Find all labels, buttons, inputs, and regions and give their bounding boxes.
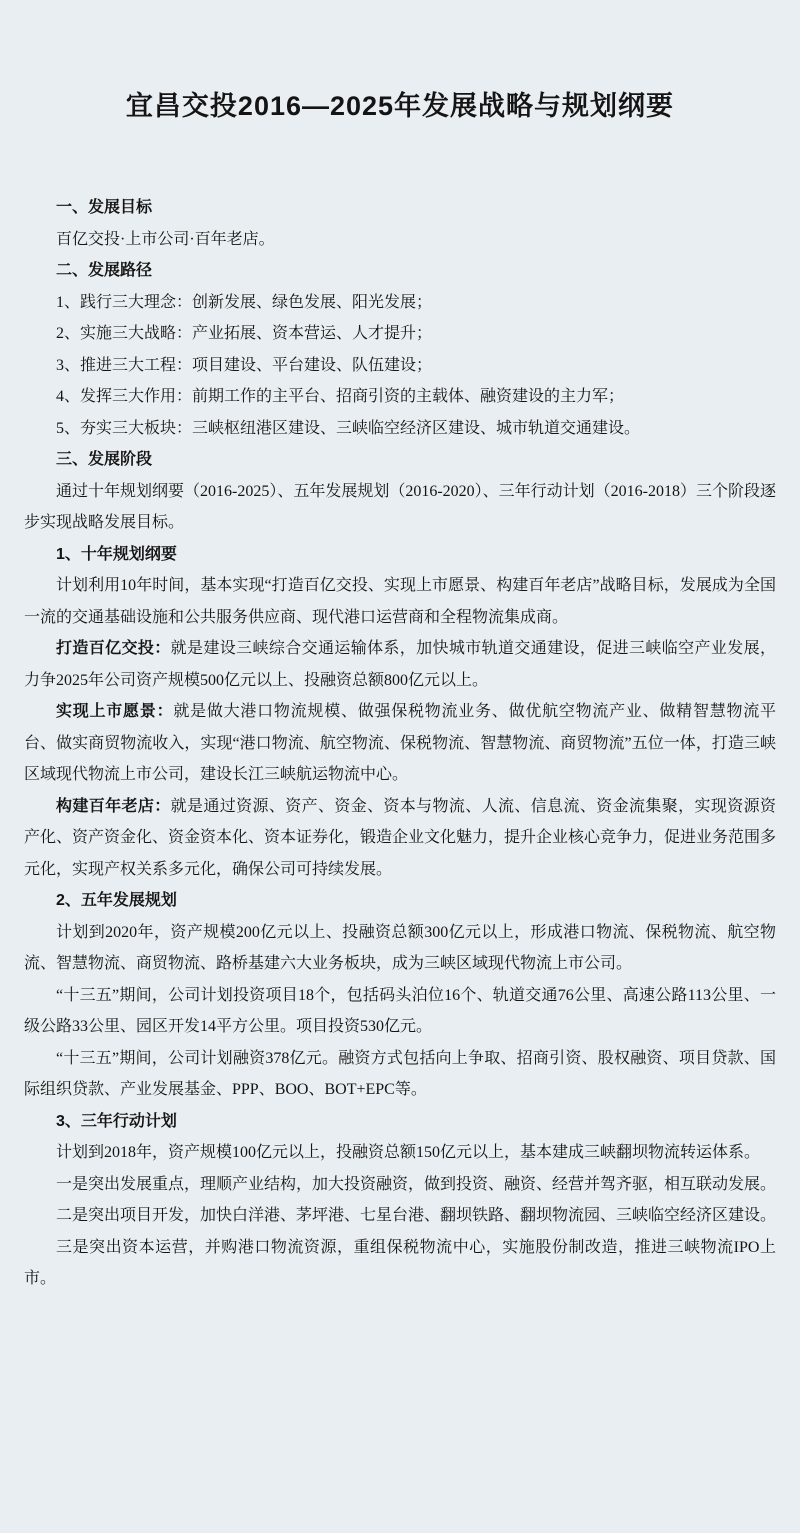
paragraph-action-focus-development: 一是突出发展重点，理顺产业结构，加大投资融资，做到投资、融资、经营并驾齐驱，相互联动发展。 [56, 1175, 777, 1193]
paragraph-2018-targets: 计划到2018年，资产规模100亿元以上，投融资总额150亿元以上，基本建成三峡翻坝物流转运体系。 [56, 1144, 761, 1161]
document-page [0, 90, 800, 1533]
document-title: 宜昌交投2016—2025年发展战略与规划纲要 [125, 91, 675, 121]
subsection-heading-ten-year-outline: 1、十年规划纲要 [56, 545, 177, 563]
text-century-store: 就是通过资源、资产、资金、资本与物流、人流、信息流、资金流集聚，实现资源资产化、资产资金化、资金资本化、资本证券化，锻造企业文化魅力，提升企业核心竞争力，促进业务范围多元化，实现产权关系多元化，确保公司可持续发展。 [24, 797, 777, 878]
subsection-heading-five-year-plan: 2、五年发展规划 [56, 892, 177, 909]
paragraph-century-store [24, 791, 776, 886]
paragraph-stages-intro: 通过十年规划纲要（2016-2025）、五年发展规划（2016-2020）、三年行动计划（2016-2018）三个阶段逐步实现战略发展目标。 [24, 482, 776, 531]
paragraph-development-goal: 百亿交投·上市公司·百年老店。 [56, 230, 275, 248]
list-item-three-roles: 4、发挥三大作用：前期工作的主平台、招商引资的主载体、融资建设的主力军； [56, 388, 625, 405]
paragraph-listing-vision [24, 696, 776, 791]
lead-build-ten-billion: 打造百亿交投： [56, 640, 171, 657]
paragraph-ten-year-plan: 计划利用10年时间，基本实现“打造百亿交投、实现上市愿景、构建百年老店”战略目标，发展成为全国一流的交通基础设施和公共服务供应商、现代港口运营商和全程物流集成商。 [24, 577, 776, 626]
paragraph-build-ten-billion [24, 633, 776, 696]
paragraph-2020-targets: 计划到2020年，资产规模200亿元以上、投融资总额300亿元以上，形成港口物流、保税物流、航空物流、智慧物流、商贸物流、路桥基建六大业务板块，成为三峡区域现代物流上市公司。 [24, 923, 776, 972]
list-item-three-concepts: 1、践行三大理念：创新发展、绿色发展、阳光发展； [56, 293, 433, 311]
paragraph-13-5-financing: “十三五”期间，公司计划融资378亿元。融资方式包括向上争取、招商引资、股权融资、项目贷款、国际组织贷款、产业发展基金、PPP、BOO、BOT+EPC等。 [24, 1049, 776, 1098]
text-listing-vision: 就是做大港口物流规模、做强保税物流业务、做优航空物流产业、做精智慧物流平台、做实商贸物流收入，实现“港口物流、航空物流、保税物流、智慧物流、商贸物流”五位一体，打造三峡区域现代物流上市公司，建设长江三峡航运物流中心。 [24, 703, 776, 783]
paragraph-action-focus-capital: 三是突出资本运营，并购港口物流资源，重组保税物流中心，实施股份制改造，推进三峡物流IPO上市。 [24, 1238, 776, 1287]
section-heading-development-path: 二、发展路径 [56, 262, 153, 279]
lead-century-store: 构建百年老店： [56, 797, 171, 815]
document-body [24, 192, 776, 1295]
paragraph-13-5-investment: “十三五”期间，公司计划投资项目18个，包括码头泊位16个、轨道交通76公里、高速公路113公里、一级公路33公里、园区开发14平方公里。项目投资530亿元。 [24, 986, 776, 1035]
section-heading-development-goal: 一、发展目标 [56, 199, 153, 216]
paragraph-action-focus-projects: 二是突出项目开发，加快白洋港、茅坪港、七星台港、翻坝铁路、翻坝物流园、三峡临空经济区建设。 [56, 1207, 777, 1224]
section-heading-development-stages: 三、发展阶段 [56, 451, 153, 468]
text-build-ten-billion: 就是建设三峡综合交通运输体系，加快城市轨道交通建设，促进三峡临空产业发展，力争2025年公司资产规模500亿元以上、投融资总额800亿元以上。 [24, 640, 776, 689]
list-item-three-sectors: 5、夯实三大板块：三峡枢纽港区建设、三峡临空经济区建设、城市轨道交通建设。 [56, 419, 641, 437]
lead-listing-vision: 实现上市愿景： [56, 703, 174, 720]
list-item-three-strategies: 2、实施三大战略：产业拓展、资本营运、人才提升； [56, 325, 433, 342]
list-item-three-projects: 3、推进三大工程：项目建设、平台建设、队伍建设； [56, 356, 433, 374]
subsection-heading-three-year-action: 3、三年行动计划 [56, 1112, 177, 1130]
